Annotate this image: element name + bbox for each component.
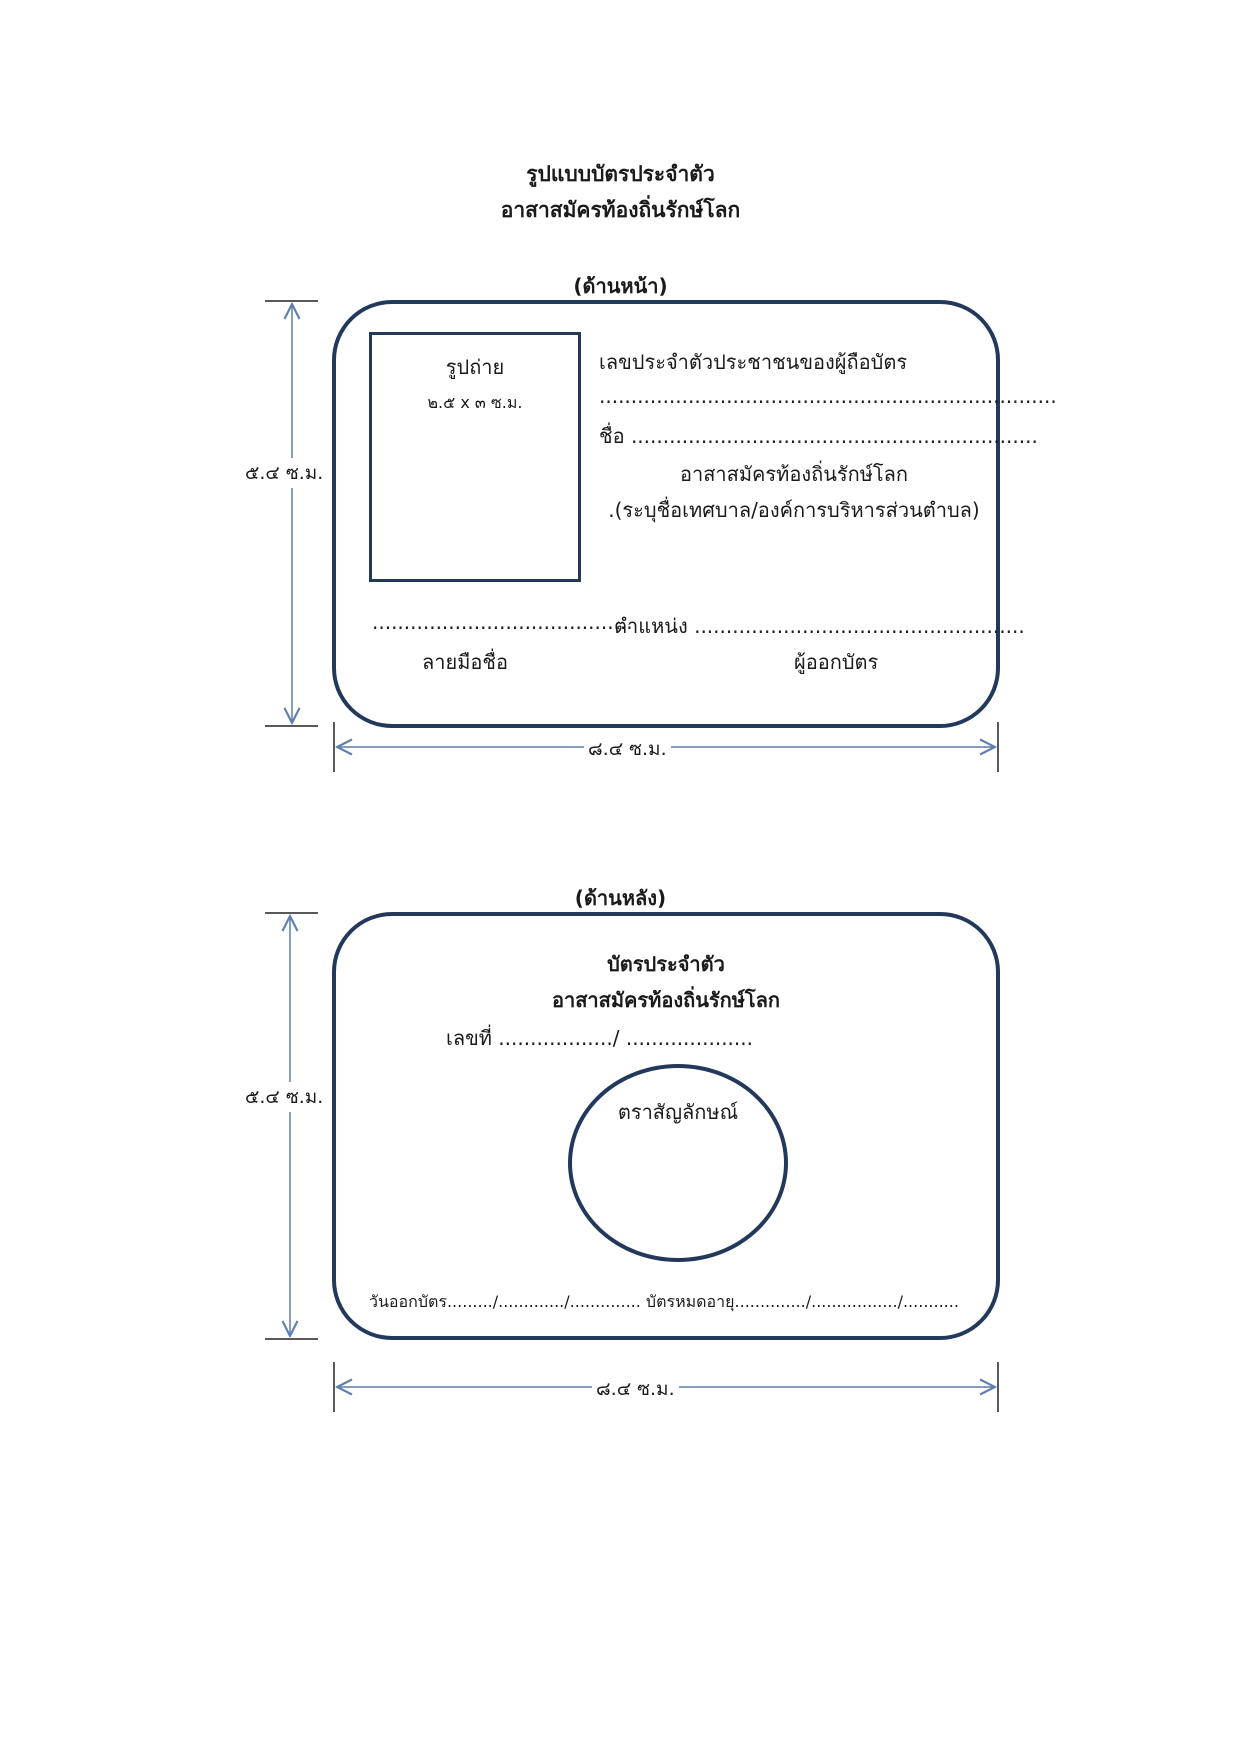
holder-name-line: ชื่อ ................................................................ — [599, 424, 1038, 448]
front-height-label: ๕.๔ ซ.ม. — [241, 458, 327, 488]
issue-expiry-dates: วันออกบัตร........./............./.............. บัตรหมดอายุ............../................./........... — [369, 1292, 959, 1311]
id-number-label: เลขประจำตัวประชาชนของผู้ถือบัตร — [599, 350, 908, 374]
back-height-label: ๕.๔ ซ.ม. — [241, 1082, 327, 1112]
photo-box — [369, 332, 581, 582]
front-card — [332, 300, 1057, 728]
back-card-title-1: บัตรประจำตัว — [607, 952, 725, 976]
card-number-line: เลขที่ ................../ .................... — [446, 1026, 753, 1050]
position-line: ตำแหน่ง .................................................... — [614, 614, 1025, 638]
signature-dots: ......................................... — [372, 610, 633, 634]
page-title-line-2: อาสาสมัครท้องถิ่นรักษ์โลก — [500, 198, 741, 222]
front-width-label: ๘.๔ ซ.ม. — [584, 734, 671, 764]
photo-size: ๒.๕ x ๓ ซ.ม. — [427, 393, 523, 412]
back-card — [332, 912, 1000, 1340]
back-width-label: ๘.๔ ซ.ม. — [592, 1374, 679, 1404]
emblem-circle — [568, 1064, 788, 1262]
page-title-line-1: รูปแบบบัตรประจำตัว — [526, 162, 715, 186]
back-card-title-2: อาสาสมัครท้องถิ่นรักษ์โลก — [551, 988, 781, 1012]
emblem-label: ตราสัญลักษณ์ — [617, 1100, 739, 1124]
front-section-label: (ด้านหน้า) — [573, 274, 668, 298]
signature-label: ลายมือชื่อ — [422, 650, 508, 674]
id-number-dots: ........................................................................ — [599, 384, 1057, 408]
organization-text: .(ระบุชื่อเทศบาล/องค์การบริหารส่วนตำบล) — [608, 498, 980, 522]
back-section-label: (ด้านหลัง) — [574, 886, 667, 910]
issuer-label: ผู้ออกบัตร — [794, 650, 879, 674]
volunteer-text: อาสาสมัครท้องถิ่นรักษ์โลก — [679, 462, 909, 486]
photo-label: รูปถ่าย — [445, 355, 505, 379]
